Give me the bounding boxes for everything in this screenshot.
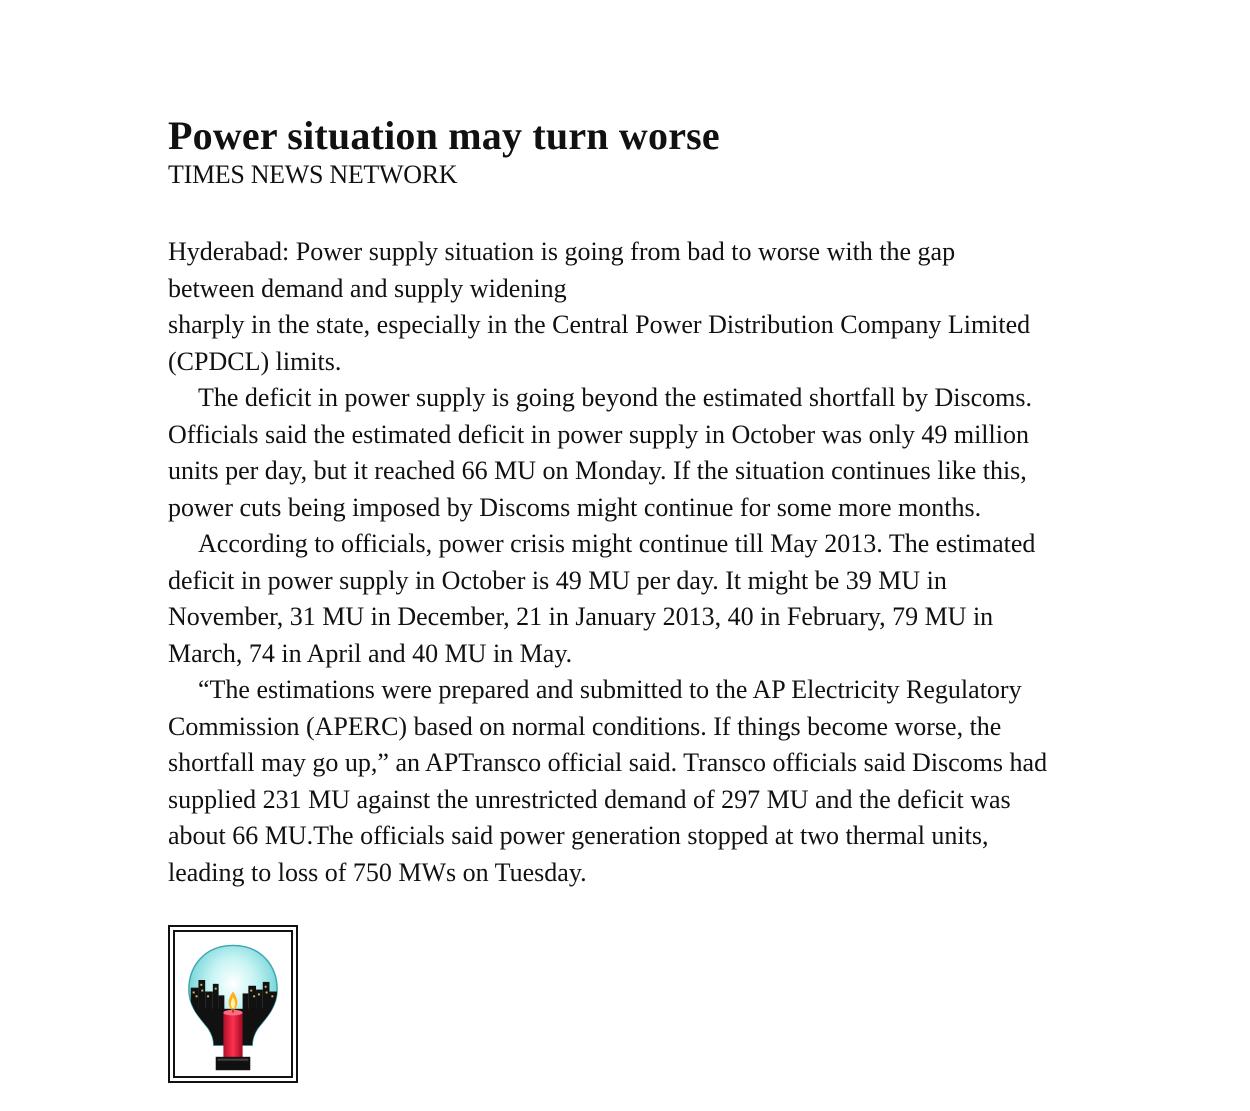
text-line: “The estimations were prepared and submitted to the AP Electricity Regulatory [198,675,1022,704]
text-line: about 66 MU.The officials said power generation stopped at two thermal units, [168,821,989,850]
text-line: Officials said the estimated deficit in power supply in October was only 49 million [168,419,1029,449]
text-line: units per day, but it reached 66 MU on Monday. If the situation continues like this, [168,456,1027,485]
text-line: Hyderabad: Power supply situation is going from bad to worse with the gap [168,237,956,266]
paragraph-4 [168,672,1098,891]
illustration [173,930,293,1078]
text-line: power cuts being imposed by Discoms might continue for some more months. [168,492,982,522]
text-line: (CPDCL) limits. [168,346,342,376]
article-body [168,234,1098,891]
headline: Power situation may turn worse [168,113,720,158]
text-line: deficit in power supply in October is 49 MU per day. It might be 39 MU in [168,565,947,595]
article-header [168,112,1098,190]
text-line: According to officials, power crisis might continue till May 2013. The estimated [198,529,1036,558]
text-line: March, 74 in April and 40 MU in May. [168,638,573,668]
illustration-frame [168,925,298,1083]
text-line: supplied 231 MU against the unrestricted demand of 297 MU and the deficit was [168,784,1011,814]
lightbulb-candle-city-icon [175,932,291,1076]
candle [223,1013,242,1061]
text-line: shortfall may go up,” an APTransco official said. Transco officials said Discoms had [168,748,1048,777]
text-line: between demand and supply widening [168,273,567,303]
paragraph-3 [168,526,1098,672]
text-line: November, 31 MU in December, 21 in January 2013, 40 in February, 79 MU in [168,602,994,631]
byline: TIMES NEWS NETWORK [168,160,458,189]
text-line: leading to loss of 750 MWs on Tuesday. [168,857,587,887]
paragraph-2 [168,380,1098,526]
text-line: Commission (APERC) based on normal conditions. If things become worse, the [168,711,1002,741]
paragraph-1 [168,234,1098,380]
text-line: sharply in the state, especially in the Central Power Distribution Company Limited [168,310,1031,339]
text-line: The deficit in power supply is going beyond the estimated shortfall by Discoms. [198,383,1033,412]
